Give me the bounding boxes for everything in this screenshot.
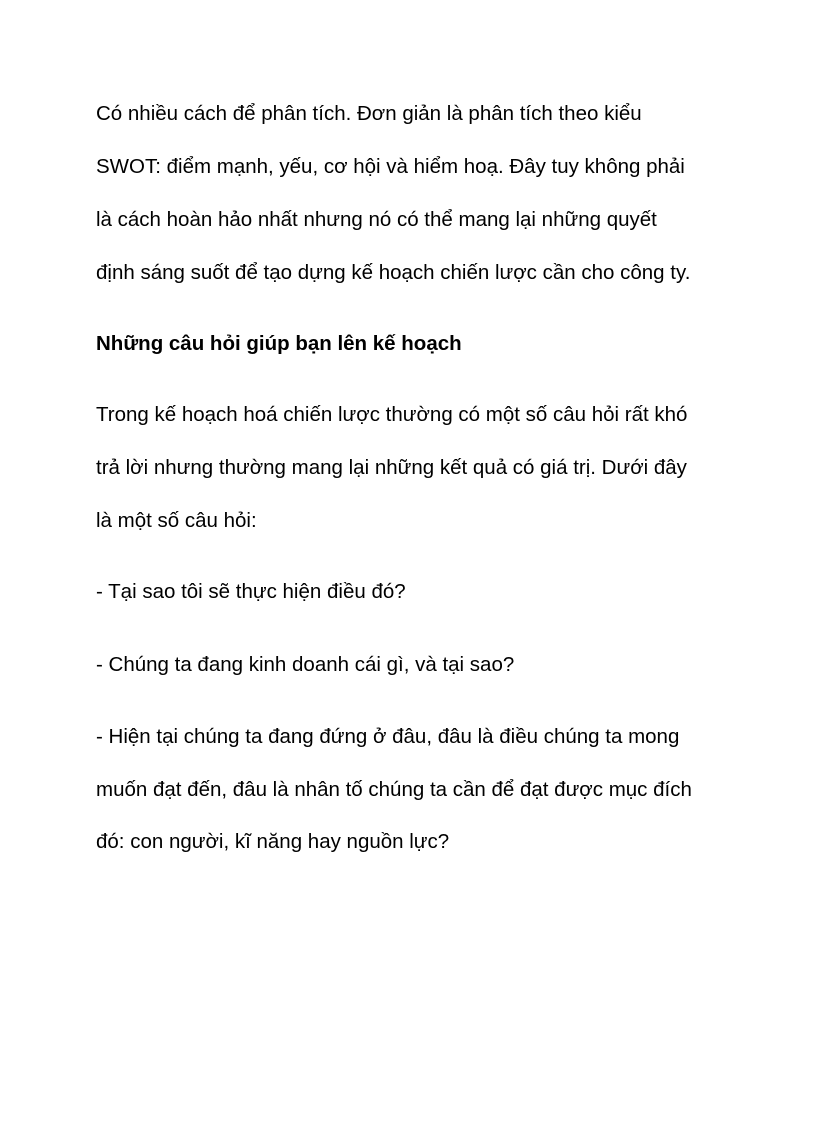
paragraph-line: SWOT: điểm mạnh, yếu, cơ hội và hiểm hoạ. Đây tuy không phải: [96, 155, 685, 178]
paragraph-line: là cách hoàn hảo nhất nhưng nó có thể mang lại những quyết: [96, 208, 657, 231]
question-item: - Chúng ta đang kinh doanh cái gì, và tại sao?: [96, 653, 515, 676]
question-line: đó: con người, kĩ năng hay nguồn lực?: [96, 830, 450, 853]
paragraph-line: Có nhiều cách để phân tích. Đơn giản là phân tích theo kiểu: [96, 102, 642, 125]
paragraph-line: định sáng suốt để tạo dựng kế hoạch chiến lược cần cho công ty.: [96, 261, 691, 284]
paragraph-line: là một số câu hỏi:: [96, 509, 257, 532]
section-heading: Những câu hỏi giúp bạn lên kế hoạch: [96, 332, 462, 355]
paragraph-line: trả lời nhưng thường mang lại những kết quả có giá trị. Dưới đây: [96, 456, 687, 479]
paragraph-line: Trong kế hoạch hoá chiến lược thường có một số câu hỏi rất khó: [96, 403, 688, 426]
question-line: muốn đạt đến, đâu là nhân tố chúng ta cần để đạt được mục đích: [96, 778, 692, 801]
question-item: - Tại sao tôi sẽ thực hiện điều đó?: [96, 580, 406, 603]
question-line: - Hiện tại chúng ta đang đứng ở đâu, đâu là điều chúng ta mong: [96, 725, 680, 748]
